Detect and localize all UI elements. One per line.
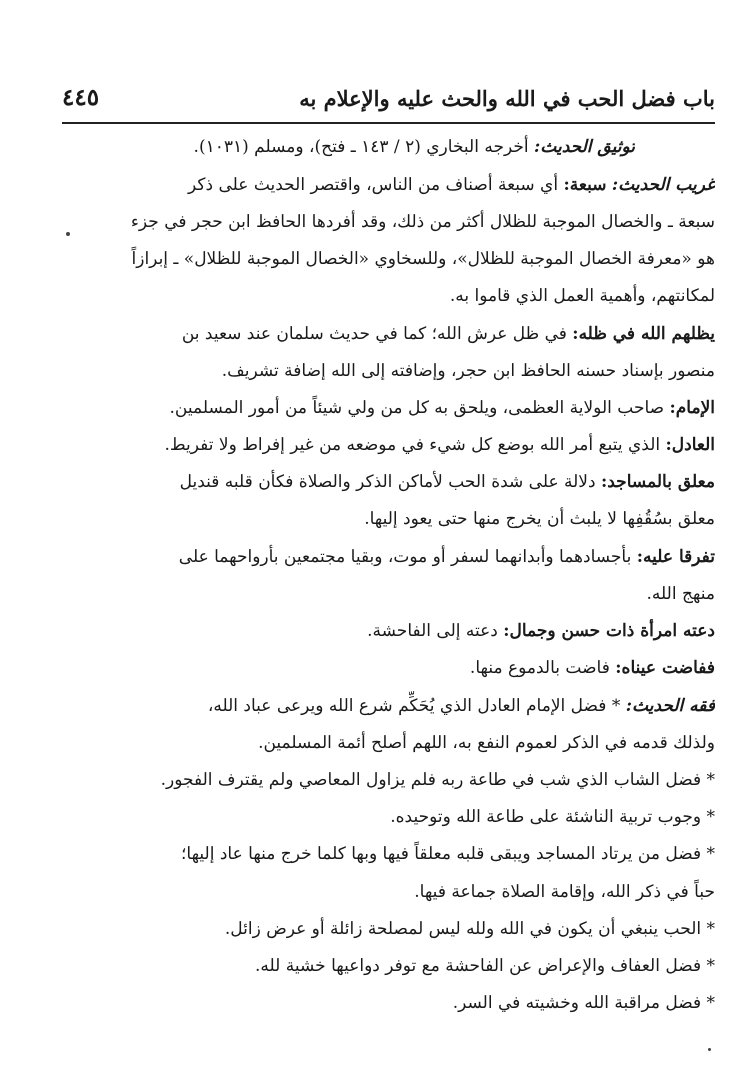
line-text: أخرجه البخاري (٢ / ١٤٣ ـ فتح)، ومسلم (١٠٣١). [193, 137, 529, 157]
line-text: في ظل عرش الله؛ كما في حديث سلمان عند سعيد بن [181, 324, 567, 344]
bullet-line [35, 951, 715, 981]
text-line [35, 281, 715, 311]
term-label: سبعة: [563, 175, 607, 195]
line-text: * وجوب تربية الناشئة على طاعة الله وتوحيده. [390, 807, 715, 827]
section-label: فقه الحديث: [625, 696, 715, 716]
term-label: العادل: [665, 435, 715, 455]
term-label: معلق بالمساجد: [600, 472, 715, 492]
term-label: دعته امرأة ذات حسن وجمال: [503, 621, 715, 641]
line-text: هو «معرفة الخصال الموجبة للظلال»، وللسخاوي «الخصال الموجبة للظلال» ـ إبرازاً [131, 249, 715, 269]
chapter-title: باب فضل الحب في الله والحث عليه والإعلام به [299, 86, 715, 111]
line-text: * فضل الشاب الذي شب في طاعة ربه فلم يزاول المعاصي ولم يقترف الفجور. [160, 770, 715, 790]
bullet-line [35, 988, 715, 1018]
text-line [35, 467, 715, 497]
text-line [115, 132, 635, 162]
line-text: * فضل الإمام العادل الذي يُحَكِّم شرع الله ويرعى عباد الله، [207, 696, 621, 716]
text-line [35, 653, 715, 683]
section-label: غريب الحديث: [611, 175, 715, 195]
text-line [35, 244, 715, 274]
line-text: دلالة على شدة الحب لأماكن الذكر والصلاة فكأن قلبه قنديل [179, 472, 596, 492]
text-line [35, 430, 715, 460]
line-text: * فضل من يرتاد المساجد ويبقى قلبه معلقاً فيها وبها كلما خرج منها عاد إليها؛ [180, 844, 715, 864]
line-text: حباً في ذكر الله، وإقامة الصلاة جماعة فيها. [414, 882, 715, 902]
line-text: * فضل مراقبة الله وخشيته في السر. [452, 993, 715, 1013]
term-label: يظلهم الله في ظله: [572, 324, 715, 344]
page-header [62, 78, 715, 124]
bullet-line [35, 839, 715, 869]
text-line [35, 616, 715, 646]
line-text: بأجسادهما وأبدانهما لسفر أو موت، وبقيا مجتمعين بأرواحهما على [178, 547, 632, 567]
term-label: ففاضت عيناه: [615, 658, 715, 678]
line-text: ولذلك قدمه في الذكر لعموم النفع به، اللهم أصلح أئمة المسلمين. [258, 733, 715, 753]
line-text: * فضل العفاف والإعراض عن الفاحشة مع توفر دواعيها خشية لله. [255, 956, 715, 976]
text-line [35, 170, 715, 200]
text-line [35, 542, 715, 572]
term-label: تفرقا عليه: [636, 547, 715, 567]
text-line [35, 319, 715, 349]
line-text: أي سبعة أصناف من الناس، واقتصر الحديث على ذكر [188, 175, 559, 195]
line-text: * الحب ينبغي أن يكون في الله ولله ليس لمصلحة زائلة أو عرض زائل. [224, 919, 715, 939]
bullet-line [35, 765, 715, 795]
section-label: توثيق الحديث: [534, 137, 635, 157]
line-text: دعته إلى الفاحشة. [367, 621, 498, 641]
line-text: معلق بسُقُفِها لا يلبث أن يخرج منها حتى يعود إليها. [364, 509, 715, 529]
line-text: فاضت بالدموع منها. [469, 658, 610, 678]
line-text: منهج الله. [646, 584, 715, 604]
page-number: ٤٤٥ [62, 84, 100, 111]
scan-mark [708, 1048, 711, 1051]
line-text: سبعة ـ والخصال الموجبة للظلال أكثر من ذلك، وقد أفردها الحافظ ابن حجر في جزء [130, 212, 715, 232]
text-line [35, 207, 715, 237]
line-text: صاحب الولاية العظمى، ويلحق به كل من ولي شيئاً من أمور المسلمين. [169, 398, 665, 418]
bullet-line [35, 802, 715, 832]
line-text: منصور بإسناد حسنه الحافظ ابن حجر، وإضافته إلى الله إضافة تشريف. [221, 361, 715, 381]
term-label: الإمام: [669, 398, 715, 418]
text-line [35, 393, 715, 423]
bullet-line [35, 914, 715, 944]
line-text: لمكانتهم، وأهمية العمل الذي قاموا به. [449, 286, 715, 306]
scan-mark [66, 232, 70, 236]
line-text: الذي يتبع أمر الله بوضع كل شيء في موضعه من غير إفراط ولا تفريط. [164, 435, 661, 455]
text-line [35, 356, 715, 386]
text-line [35, 504, 715, 534]
text-line [35, 579, 715, 609]
text-line [35, 728, 715, 758]
text-line [35, 691, 715, 721]
text-line [35, 877, 715, 907]
